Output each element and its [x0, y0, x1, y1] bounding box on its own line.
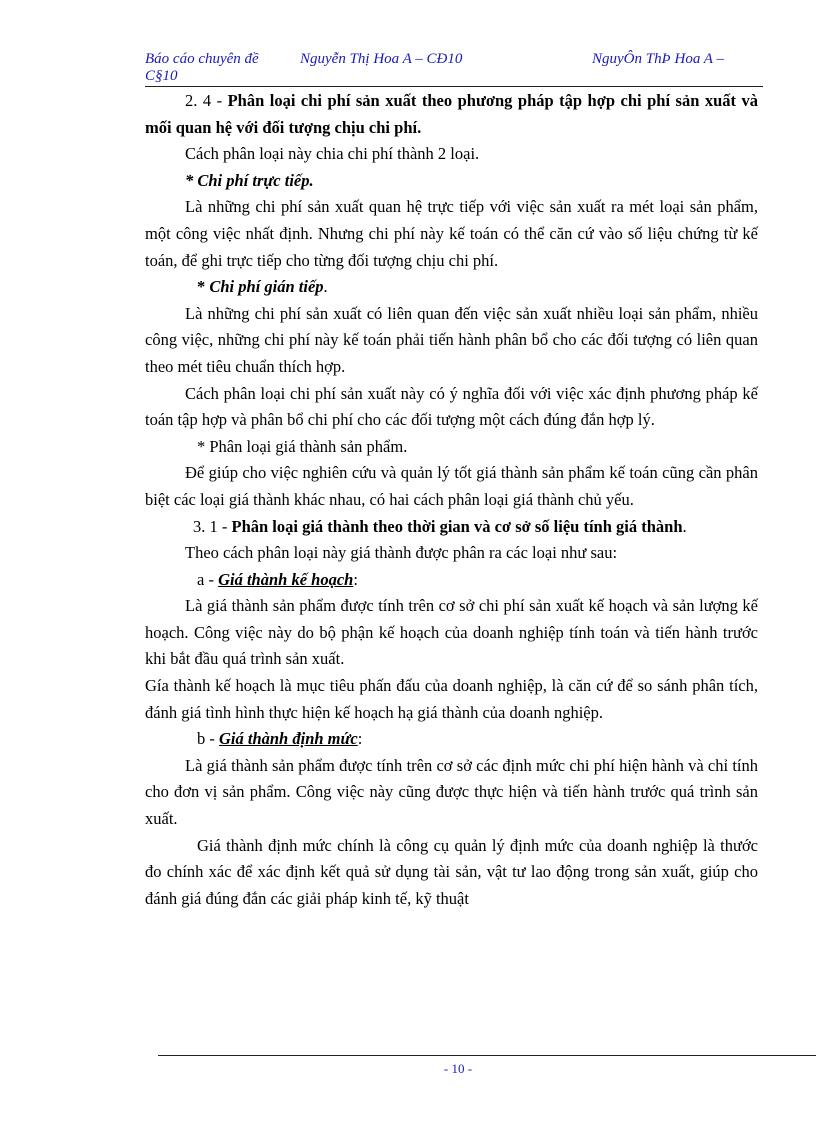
paragraph: Là những chi phí sản xuất quan hệ trực tiếp với việc sản xuất ra mét loại sản phẩm, một công việc nhất định. Nhưng chi phí này kế toán có thể căn cứ vào số liệu chứng từ kế toán, để ghi trực tiếp cho từng đối tượng chịu chi phí.	[145, 197, 758, 270]
section-title: Phân loại giá thành theo thời gian và cơ sở số liệu tính giá thành	[231, 516, 683, 536]
paragraph: Theo cách phân loại này giá thành được phân ra các loại như sau:	[185, 543, 618, 563]
page-number: - 10 -	[443, 1061, 473, 1076]
page-header	[145, 50, 765, 90]
section-heading	[145, 88, 758, 141]
section-heading	[145, 514, 758, 541]
subheading-norm-price	[145, 726, 758, 753]
item-label: b -	[197, 729, 215, 749]
header-report-title: Báo cáo chuyên đề	[145, 51, 259, 67]
item-title: Giá thành kế hoạch	[218, 569, 354, 589]
section-title: Phân loại chi phí sản xuất theo phương pháp tập hợp chi phí sản xuất và mối quan hệ với đối tượng chịu chi phí.	[145, 91, 759, 137]
subheading-indirect-cost	[145, 274, 758, 301]
paragraph: Gía thành kế hoạch là mục tiêu phấn đấu của doanh nghiệp, là căn cứ để so sánh phân tích, đánh giá tình hình thực hiện kế hoạch hạ giá thành của doanh nghiệp.	[145, 676, 758, 722]
subheading-direct-cost: * Chi phí trực tiếp.	[185, 170, 314, 190]
header-class-garbled: C§10	[145, 68, 178, 84]
bullet-star: *	[197, 277, 210, 297]
paragraph: Là giá thành sản phẩm được tính trên cơ sở các định mức chi phí hiện hành và chỉ tính cho đơn vị sản phẩm. Công việc này cũng được thực hiện và tiến hành trước quá trình sản xuất.	[145, 755, 758, 829]
section-number: 3. 1 -	[193, 516, 228, 536]
subheading-indirect-text: Chi phí gián tiếp	[209, 277, 324, 297]
item-colon: :	[357, 729, 363, 749]
subheading-planned-price	[145, 567, 758, 594]
paragraph: Là giá thành sản phẩm được tính trên cơ sở chi phí sản xuất kế hoạch và sản lượng kế hoạch. Công việc này do bộ phận kế hoạch của doanh nghiệp tính toán và tiến hành trước khi bắt đầu quá trình sản xuất.	[145, 596, 758, 669]
header-author: Nguyễn Thị Hoa A – CĐ10	[300, 51, 463, 67]
footer-divider	[158, 1055, 816, 1056]
paragraph: Giá thành định mức chính là công cụ quản lý định mức của doanh nghiệp là thước đo chính xác để xác định kết quả sử dụng tài sản, vật tư lao động trong sản xuất, giúp cho đánh giá đúng đắn các giải pháp kinh tế, kỹ thuật	[145, 835, 758, 908]
paragraph: Để giúp cho việc nghiên cứu và quản lý tốt giá thành sản phẩm kế toán cũng cần phân biệt các loại giá thành khác nhau, có hai cách phân loại giá thành chủ yếu.	[145, 463, 758, 509]
section-title-period: .	[682, 516, 687, 536]
section-number: 2. 4 -	[185, 91, 223, 110]
subheading-period: .	[323, 277, 328, 297]
document-body	[145, 88, 758, 912]
header-author-garbled: NguyÔn ThÞ Hoa A –	[592, 51, 724, 67]
paragraph: Cách phân loại chi phí sản xuất này có ý nghĩa đối với việc xác định phương pháp kế toán tập hợp và phân bổ chi phí cho các đối tượng một cách đúng đắn hợp lý.	[145, 383, 758, 430]
header-divider	[145, 86, 763, 87]
paragraph: Là những chi phí sản xuất có liên quan đến việc sản xuất nhiều loại sản phẩm, nhiều công việc, những chi phí này kế toán phải tiến hành phân bổ cho các đối tượng có liên quan theo mét tiêu chuẩn thích hợp.	[145, 303, 758, 376]
subheading-price-classification: * Phân loại giá thành sản phẩm.	[197, 436, 408, 456]
paragraph: Cách phân loại này chia chi phí thành 2 loại.	[185, 144, 480, 164]
item-title: Giá thành định mức	[219, 729, 358, 749]
item-colon: :	[353, 569, 358, 589]
item-label: a -	[197, 569, 214, 589]
